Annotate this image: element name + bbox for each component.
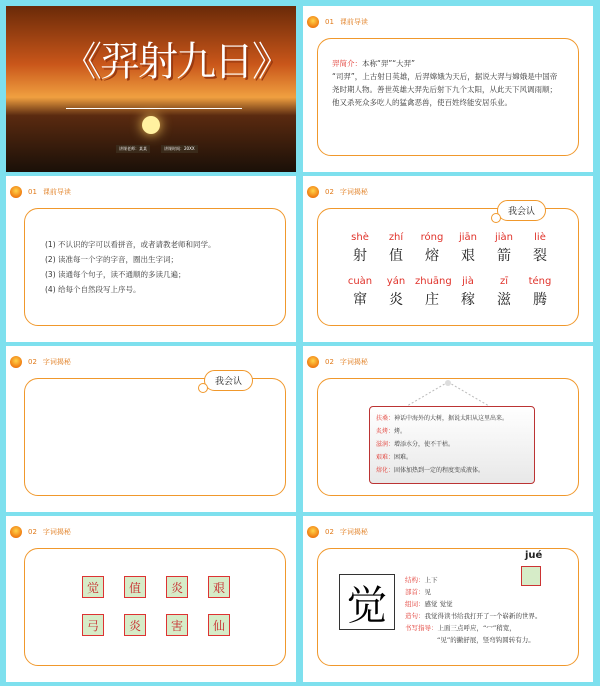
tian-cell: 仙 xyxy=(208,614,230,636)
detail-row: “见”的撇舒展，竖弯钩圆转有力。 xyxy=(437,636,535,644)
slide-recognize-empty[interactable] xyxy=(6,346,296,512)
slide-tian-grid[interactable] xyxy=(6,516,296,682)
definition-item: 艰难：困难。 xyxy=(376,454,413,461)
slide-header: 02 字词揭秘 xyxy=(307,526,368,538)
definition-item: 炙烤：烤。 xyxy=(376,428,407,435)
detail-row: 书写指导：上面三点呼应，“冖”稍宽， xyxy=(405,624,516,632)
slide-characters[interactable] xyxy=(303,176,593,342)
char-cell: jiān 艰 xyxy=(458,232,478,264)
intro-body: “司羿”，上古射日英雄，后羿嫦娥为天后，据说大羿与嫦娥是中国帝尧时期人物。善世英雄大羿先后射下九个太阳，从此天下风调雨顺；他又杀死众多吃人的猛禽恶兽，使百姓终能安居乐业。 xyxy=(332,72,558,107)
sun-icon xyxy=(307,526,319,538)
tian-row-2 xyxy=(82,614,230,636)
char-cell: róng 熔 xyxy=(420,232,444,264)
tip-item: (4) 给每个自然段写上序号。 xyxy=(45,285,141,294)
cover-meta-teacher: 讲课老师：某某 xyxy=(116,145,150,153)
slide-header: 02 字词揭秘 xyxy=(307,186,368,198)
slide-header: 02 字词揭秘 xyxy=(307,356,368,368)
char-cell: zī 滋 xyxy=(497,276,511,308)
definition-item: 熔化：固体加热到一定的程度变成液体。 xyxy=(376,467,485,474)
detail-list xyxy=(405,574,542,646)
cloud-label: 我会认 xyxy=(497,200,546,221)
char-cell: téng 腾 xyxy=(528,276,552,308)
pinyin-row-1 xyxy=(343,232,557,265)
tian-row-1 xyxy=(82,576,230,598)
tian-cell: 艰 xyxy=(208,576,230,598)
tian-cell: 弓 xyxy=(82,614,104,636)
big-character: 觉 xyxy=(339,574,395,630)
detail-row: 造句：我觉得读书给我打开了一个崭新的世界。 xyxy=(405,612,542,620)
sun-icon xyxy=(307,16,319,28)
slide-header: 02 字词揭秘 xyxy=(10,356,71,368)
tip-item: (3) 读通每个句子，读不通顺的多读几遍； xyxy=(45,270,186,279)
definition-item: 滋润：增添水分，使不干枯。 xyxy=(376,441,455,448)
char-cell: jià 稼 xyxy=(461,276,475,308)
detail-pinyin: jué xyxy=(525,550,543,561)
cover-divider xyxy=(66,108,242,109)
pinyin-row-2 xyxy=(343,276,557,309)
definitions-card xyxy=(369,406,535,484)
tian-cell: 值 xyxy=(124,576,146,598)
recognize-box xyxy=(24,378,286,496)
char-cell: jiàn 箭 xyxy=(494,232,514,264)
tian-box xyxy=(24,548,286,666)
char-cell: cuàn 窜 xyxy=(347,276,373,308)
cover-meta-time: 讲课时间：20XX xyxy=(161,145,198,153)
detail-row: 组词：感觉 觉觉 xyxy=(405,600,453,608)
tips-box xyxy=(24,208,286,326)
slide-char-detail[interactable] xyxy=(303,516,593,682)
intro-label: 羿简介： xyxy=(332,59,362,68)
detail-row: 部首：见 xyxy=(405,588,431,596)
sun-icon xyxy=(10,356,22,368)
sun-icon xyxy=(307,186,319,198)
char-cell: liè 裂 xyxy=(533,232,547,264)
tian-cell: 害 xyxy=(166,614,188,636)
cover-sun xyxy=(142,116,160,134)
hanging-string xyxy=(403,380,493,408)
sun-icon xyxy=(10,186,22,198)
char-cell: zhí 值 xyxy=(388,232,404,264)
sun-icon xyxy=(307,356,319,368)
tian-cell: 炎 xyxy=(166,576,188,598)
tian-cell: 炎 xyxy=(124,614,146,636)
char-cell: shè 射 xyxy=(351,232,369,264)
intro-line1: 本称“羿”“大羿” xyxy=(362,59,416,68)
slide-header: 01 课前导读 xyxy=(307,16,368,28)
slide-definitions[interactable] xyxy=(303,346,593,512)
intro-box xyxy=(317,38,579,156)
cloud-label: 我会认 xyxy=(204,370,253,391)
slide-intro[interactable] xyxy=(303,6,593,172)
detail-row: 结构：上下 xyxy=(405,576,438,584)
slide-header: 01 课前导读 xyxy=(10,186,71,198)
slide-reading-tips[interactable] xyxy=(6,176,296,342)
tip-item: (2) 读准每一个字的字音，圈出生字词； xyxy=(45,255,179,264)
slide-cover[interactable] xyxy=(6,6,296,172)
tian-cell: 觉 xyxy=(82,576,104,598)
cover-title: 《羿射九日》 xyxy=(62,39,290,85)
sun-icon xyxy=(10,526,22,538)
slide-header: 02 字词揭秘 xyxy=(10,526,71,538)
tip-item: (1) 不认识的字可以看拼音，或者请教老师和同学。 xyxy=(45,240,216,249)
char-cell: yán 炎 xyxy=(386,276,406,308)
definition-item: 扶桑：神话中海外的大树，据说太阳从这里出来。 xyxy=(376,415,509,422)
char-cell: zhuāng 庄 xyxy=(415,276,452,308)
